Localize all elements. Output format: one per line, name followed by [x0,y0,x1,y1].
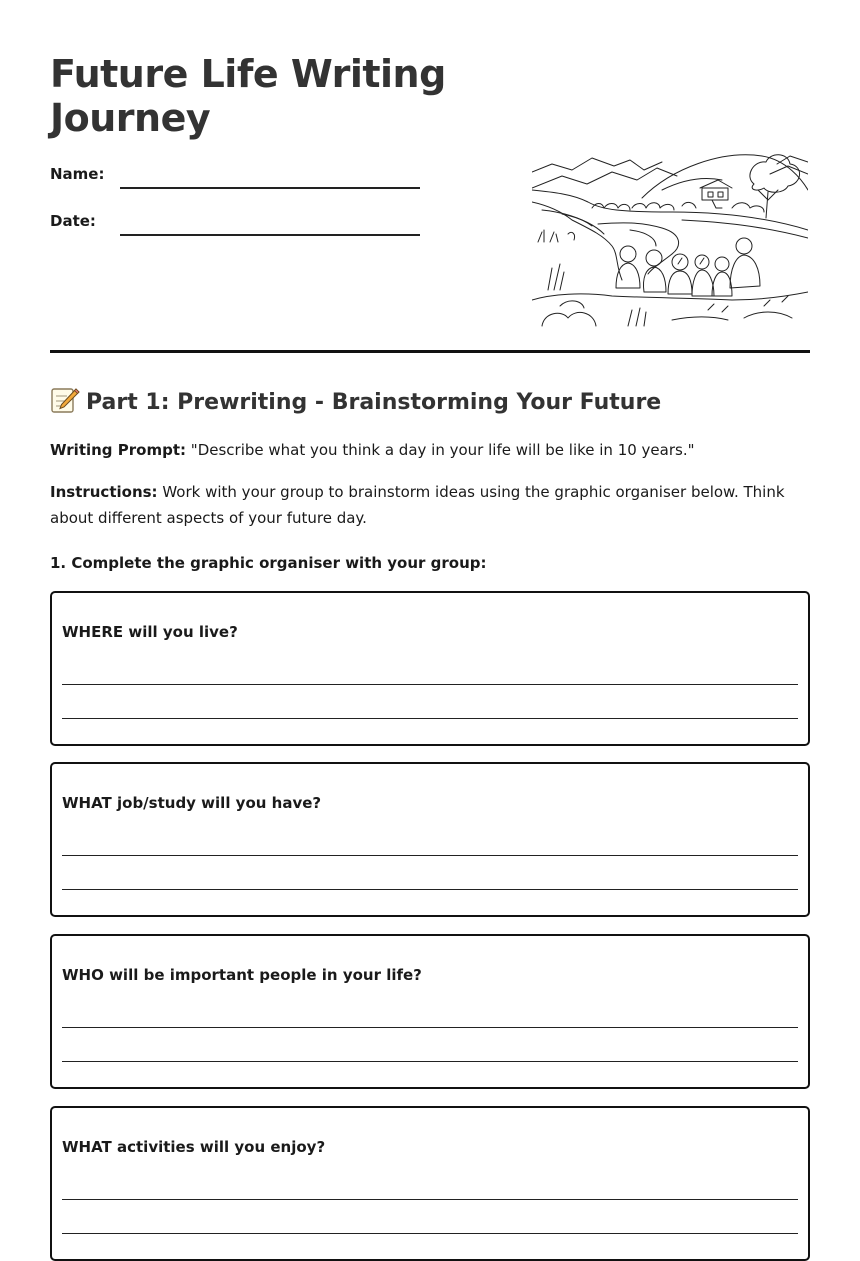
date-input-line[interactable] [120,234,420,236]
organiser-box-job [50,762,810,917]
part1-title: Part 1: Prewriting - Brainstorming Your Future [86,390,662,415]
part1-heading [50,386,661,415]
instructions [50,479,810,531]
instructions-label: Instructions: [50,483,158,501]
answer-line[interactable] [62,855,798,856]
prompt-text: "Describe what you think a day in your life will be like in 10 years." [190,441,695,459]
children-sitting-by-river-illustration [532,150,808,330]
answer-line[interactable] [62,684,798,685]
prompt-label: Writing Prompt: [50,441,187,459]
answer-line[interactable] [62,1061,798,1062]
writing-prompt [50,437,810,463]
answer-line[interactable] [62,1199,798,1200]
instructions-text: Work with your group to brainstorm ideas using the graphic organiser below. Think about different aspects of your future day. [50,483,785,527]
answer-line[interactable] [62,1027,798,1028]
date-field [50,212,420,242]
answer-line[interactable] [62,889,798,890]
answer-line[interactable] [62,718,798,719]
answer-line[interactable] [62,1233,798,1234]
header-divider [50,350,810,353]
organiser-box-activities [50,1106,810,1261]
name-field [50,165,420,195]
name-input-line[interactable] [120,187,420,189]
date-label: Date: [50,212,96,230]
name-label: Name: [50,165,105,183]
organiser-box-label: WHAT job/study will you have? [62,794,322,812]
organiser-box-who [50,934,810,1089]
organiser-box-label: WHO will be important people in your life? [62,966,422,984]
organiser-box-label: WHAT activities will you enjoy? [62,1138,326,1156]
memo-pencil-icon [50,386,80,414]
organiser-box-label: WHERE will you live? [62,623,238,641]
page-title: Future Life Writing Journey [50,52,446,140]
task-heading: 1. Complete the graphic organiser with your group: [50,554,487,572]
organiser-box-where [50,591,810,746]
